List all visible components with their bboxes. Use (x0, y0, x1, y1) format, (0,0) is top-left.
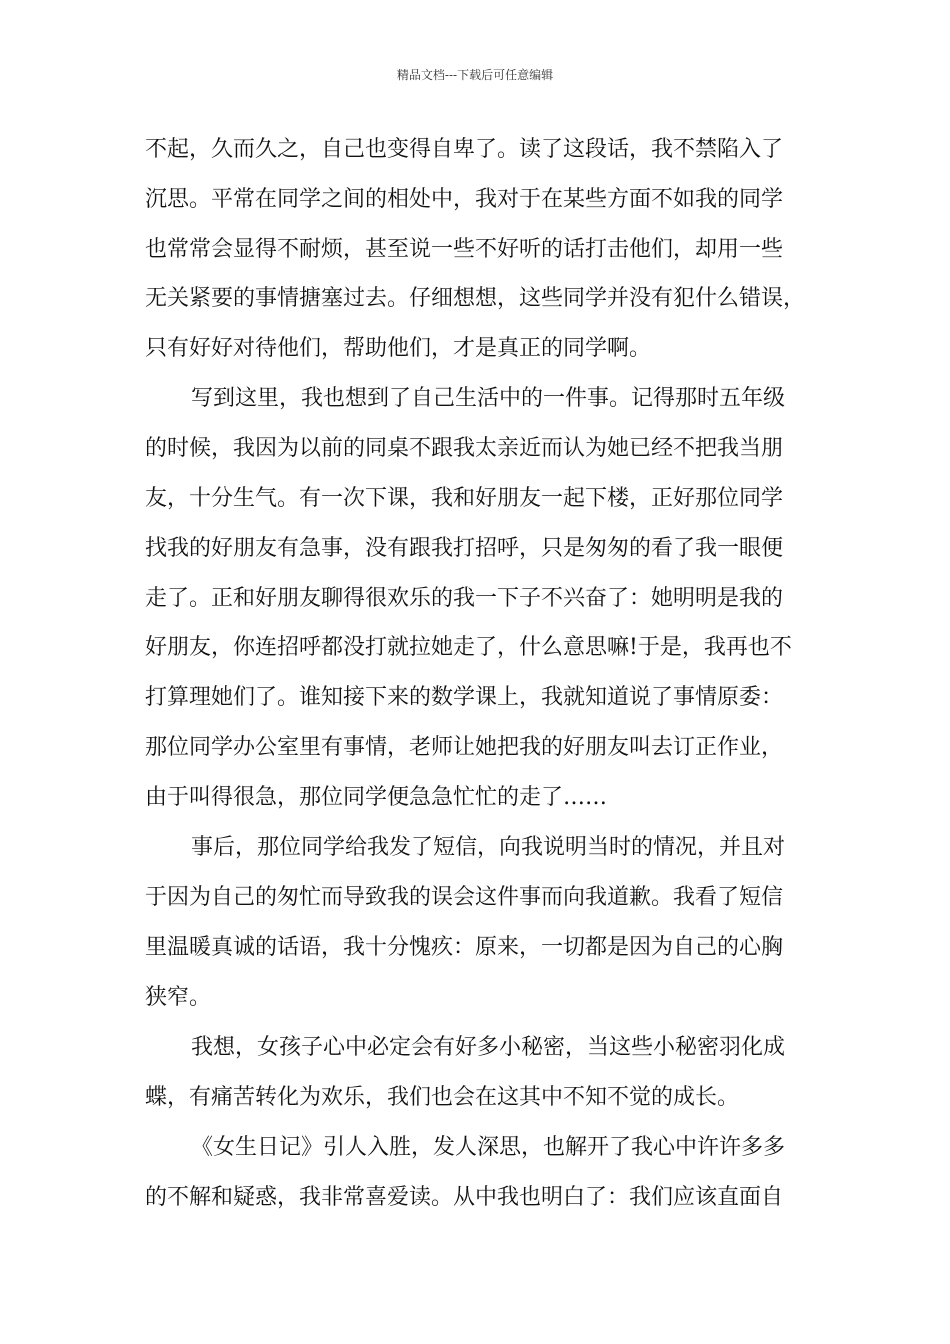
text-line: 友，十分生气。有一次下课，我和好朋友一起下楼，正好那位同学 (145, 486, 784, 511)
text-line: 写到这里，我也想到了自己生活中的一件事。记得那时五年级 (191, 386, 786, 411)
text-line: 也常常会显得不耐烦，甚至说一些不好听的话打击他们，却用一些 (145, 237, 784, 262)
text-line: 由于叫得很急，那位同学便急急忙忙的走了…… (145, 785, 608, 810)
text-line: 里温暖真诚的话语，我十分愧疚：原来，一切都是因为自己的心胸 (145, 935, 784, 960)
text-line: 只有好好对待他们，帮助他们，才是真正的同学啊。 (145, 336, 652, 361)
text-line: 打算理她们了。谁知接下来的数学课上，我就知道说了事情原委： (145, 685, 784, 710)
text-line: 于因为自己的匆忙而导致我的误会这件事而向我道歉。我看了短信 (145, 885, 784, 910)
text-line: 的时候，我因为以前的同桌不跟我太亲近而认为她已经不把我当朋 (145, 436, 784, 461)
text-line: 的不解和疑惑，我非常喜爱读。从中我也明白了：我们应该直面自 (145, 1185, 784, 1210)
text-line: 好朋友，你连招呼都没打就拉她走了，什么意思嘛!于是，我再也不 (145, 635, 792, 660)
text-line: 《女生日记》引人入胜，发人深思，也解开了我心中许许多多 (191, 1135, 786, 1160)
text-line: 无关紧要的事情搪塞过去。仔细想想，这些同学并没有犯什么错误， (145, 286, 806, 311)
text-line: 找我的好朋友有急事，没有跟我打招呼，只是匆匆的看了我一眼便 (145, 536, 784, 561)
text-line: 走了。正和好朋友聊得很欢乐的我一下子不兴奋了：她明明是我的 (145, 586, 784, 611)
text-line: 沉思。平常在同学之间的相处中，我对于在某些方面不如我的同学 (145, 187, 784, 212)
text-line: 狭窄。 (145, 985, 212, 1010)
text-line: 那位同学办公室里有事情，老师让她把我的好朋友叫去订正作业， (145, 735, 784, 760)
page-header: 精品文档---下载后可任意编辑 (396, 68, 554, 82)
text-line: 蝶，有痛苦转化为欢乐，我们也会在这其中不知不觉的成长。 (145, 1085, 740, 1110)
text-line: 事后，那位同学给我发了短信，向我说明当时的情况，并且对 (191, 835, 786, 860)
text-line: 我想，女孩子心中必定会有好多小秘密，当这些小秘密羽化成 (191, 1035, 786, 1060)
text-line: 不起，久而久之，自己也变得自卑了。读了这段话，我不禁陷入了 (145, 137, 784, 162)
